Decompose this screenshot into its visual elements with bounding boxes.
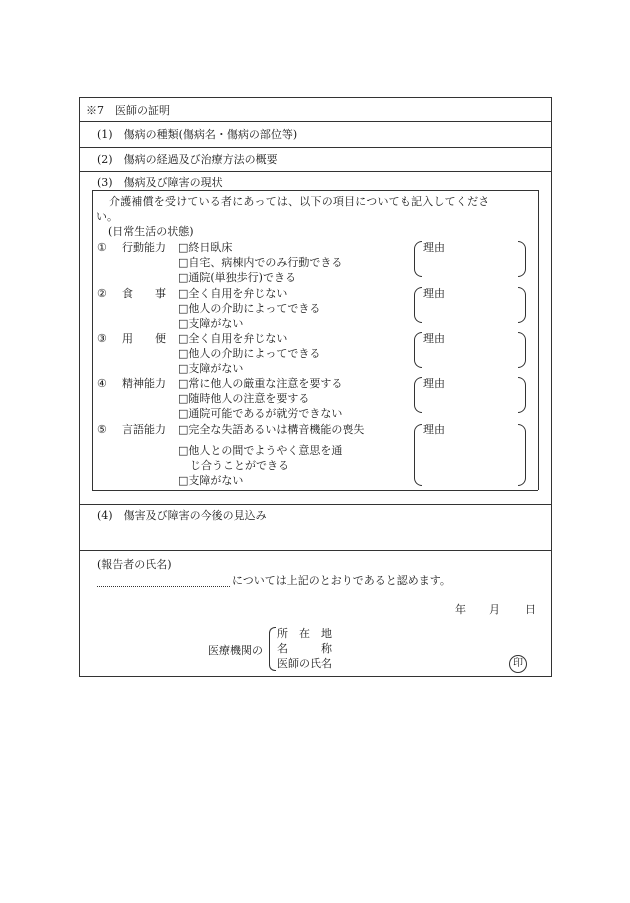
category-label: 精神能力	[122, 377, 166, 390]
category-number: ④	[97, 377, 107, 390]
checkbox-option[interactable]: □通院(単独歩行)できる	[178, 271, 296, 284]
care-box-right	[538, 190, 539, 490]
date-year: 年	[455, 603, 466, 616]
certify-text: については上記のとおりであると認めます。	[232, 574, 451, 587]
reason-label: 理由	[423, 287, 445, 300]
institution-brace	[269, 627, 276, 671]
section-4-title: (4) 傷害及び障害の今後の見込み	[97, 509, 267, 522]
reason-label: 理由	[423, 423, 445, 436]
reason-bracket-right	[518, 241, 526, 277]
care-box-left	[92, 190, 93, 490]
category-number: ②	[97, 287, 107, 300]
checkbox-option-continued: じ合うことができる	[190, 459, 289, 472]
checkbox-option[interactable]: □全く自用を弁じない	[178, 287, 288, 300]
care-box-top	[92, 190, 538, 191]
category-label: 言語能力	[122, 423, 166, 436]
frame-bottom	[79, 676, 552, 677]
reason-label: 理由	[423, 241, 445, 254]
reason-bracket-left	[414, 287, 422, 323]
frame-left	[79, 97, 80, 676]
row-divider	[79, 147, 552, 148]
reason-bracket-right	[518, 377, 526, 413]
row-divider	[79, 121, 552, 122]
category-number: ③	[97, 332, 107, 345]
care-box-bottom	[92, 490, 538, 491]
row-divider	[79, 171, 552, 172]
care-intro-line1: 介護補償を受けている者にあっては、以下の項目についても記入してくださ	[109, 195, 490, 208]
checkbox-option[interactable]: □支障がない	[178, 474, 244, 487]
category-label: 行動能力	[122, 241, 166, 254]
frame-top	[79, 97, 552, 98]
doctor-name-label: 医師の氏名	[277, 657, 332, 670]
care-intro-line2: い。	[96, 210, 118, 223]
seal-mark: 印	[509, 655, 527, 673]
reason-label: 理由	[423, 377, 445, 390]
category-label: 用 便	[122, 332, 166, 345]
institution-address-label: 所 在 地	[277, 627, 332, 640]
section-3-title: (3) 傷病及び障害の現状	[97, 176, 223, 189]
reason-label: 理由	[423, 332, 445, 345]
reason-bracket-right	[518, 424, 526, 486]
category-label: 食 事	[122, 287, 166, 300]
reporter-name-field[interactable]	[97, 586, 230, 587]
reason-bracket-left	[414, 377, 422, 413]
checkbox-option[interactable]: □他人との間でようやく意思を通	[178, 444, 343, 457]
reason-bracket-right	[518, 287, 526, 323]
category-number: ⑤	[97, 423, 107, 436]
checkbox-option[interactable]: □他人の介助によってできる	[178, 347, 321, 360]
reason-bracket-left	[414, 424, 422, 486]
frame-right	[551, 97, 552, 676]
daily-life-heading: (日常生活の状態)	[108, 225, 194, 238]
reason-bracket-right	[518, 332, 526, 368]
row-divider	[79, 550, 552, 551]
checkbox-option[interactable]: □随時他人の注意を要する	[178, 392, 310, 405]
checkbox-option[interactable]: □支障がない	[178, 362, 244, 375]
checkbox-option[interactable]: □全く自用を弁じない	[178, 332, 288, 345]
section-1-title: (1) 傷病の種類(傷病名・傷病の部位等)	[97, 128, 298, 141]
reason-bracket-left	[414, 241, 422, 277]
checkbox-option[interactable]: □終日臥床	[178, 241, 233, 254]
date-day: 日	[525, 603, 536, 616]
checkbox-option[interactable]: □自宅、病棟内でのみ行動できる	[178, 256, 343, 269]
institution-label: 医療機関の	[208, 644, 263, 657]
reporter-name-label: (報告者の氏名)	[97, 558, 172, 571]
reason-bracket-left	[414, 332, 422, 368]
institution-name-label: 名 称	[277, 642, 332, 655]
checkbox-option[interactable]: □他人の介助によってできる	[178, 302, 321, 315]
checkbox-option[interactable]: □支障がない	[178, 317, 244, 330]
date-month: 月	[489, 603, 500, 616]
checkbox-option[interactable]: □完全な失語あるいは構音機能の喪失	[178, 423, 365, 436]
checkbox-option[interactable]: □通院可能であるが就労できない	[178, 407, 343, 420]
section-2-title: (2) 傷病の経過及び治療方法の概要	[97, 153, 278, 166]
checkbox-option[interactable]: □常に他人の厳重な注意を要する	[178, 377, 343, 390]
category-number: ①	[97, 241, 107, 254]
row-divider	[79, 504, 552, 505]
form-title: ※7 医師の証明	[86, 104, 170, 117]
